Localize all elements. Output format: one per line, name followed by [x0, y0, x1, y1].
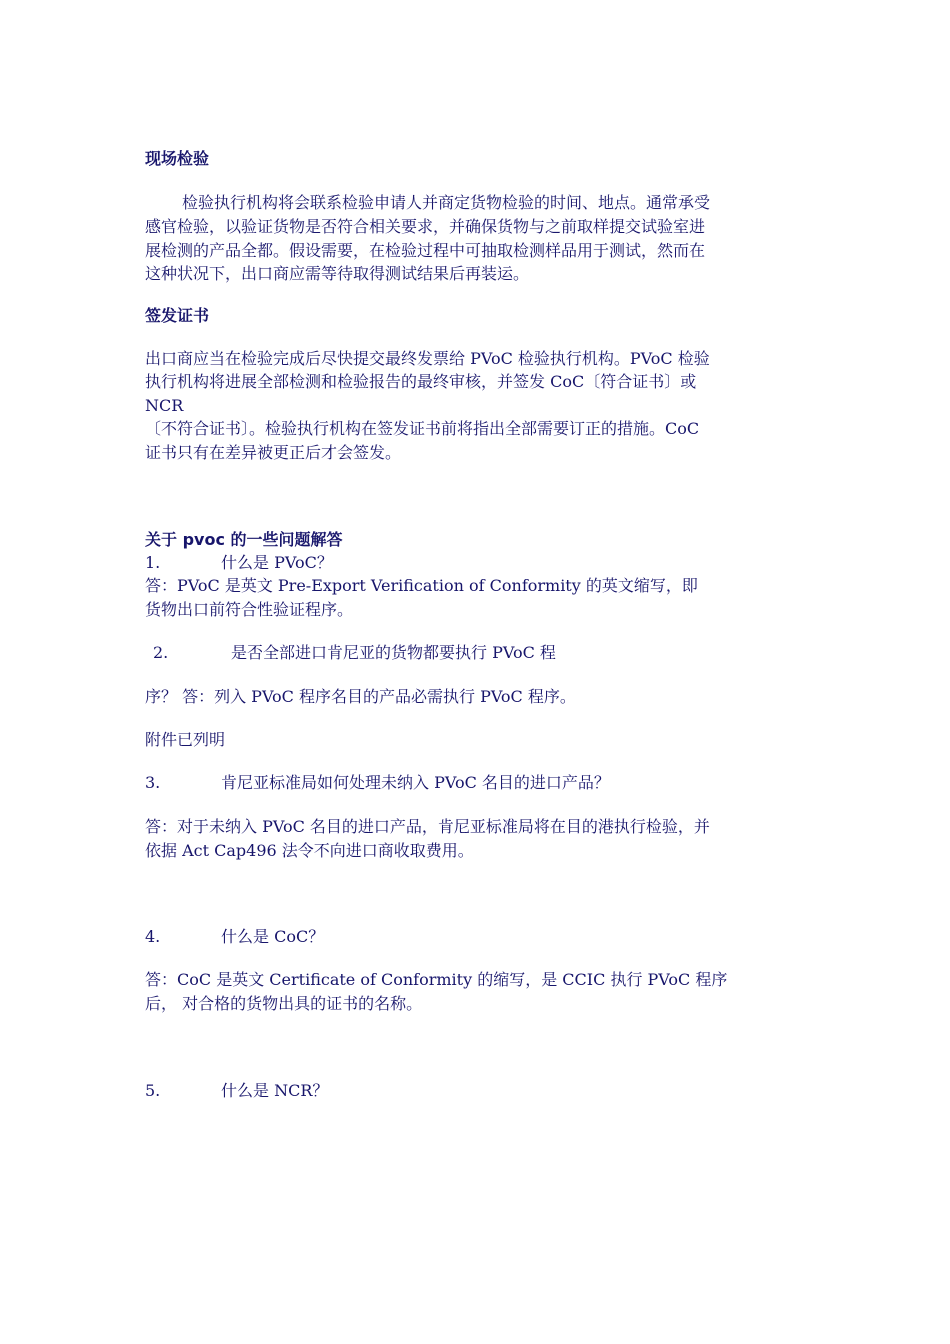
faq-heading: 关于 pvoc 的一些问题解答: [145, 530, 343, 549]
paragraph-line: 展检测的产品全都。假设需要，在检验过程中可抽取检测样品用于测试，然而在: [145, 241, 706, 260]
paragraph-line: 〔不符合证书〕。检验执行机构在签发证书前将指出全部需要订正的措施。CoC: [145, 419, 700, 438]
faq-question-number: 2.: [153, 643, 169, 662]
faq-question-number: 4.: [145, 927, 161, 946]
faq-answer-line: 货物出口前符合性验证程序。: [145, 600, 354, 619]
section-heading-certificate: 签发证书: [145, 306, 210, 325]
faq-answer-note: 附件已列明: [145, 730, 226, 749]
faq-question-number: 3.: [145, 773, 161, 792]
paragraph-line: NCR: [145, 396, 184, 415]
paragraph-line: 感官检验，以验证货物是否符合相关要求，并确保货物与之前取样提交试验室进: [145, 217, 706, 236]
faq-question: 什么是 CoC？: [221, 927, 325, 946]
faq-answer-line: 答：CoC 是英文 Certificate of Conformity 的缩写，是 CCIC 执行 PVoC 程序: [145, 970, 728, 989]
faq-answer-line: 答：对于未纳入 PVoC 名目的进口产品，肯尼亚标准局将在目的港执行检验，并: [145, 817, 710, 836]
faq-question: 肯尼亚标准局如何处理未纳入 PVoC 名目的进口产品？: [221, 773, 610, 792]
faq-question: 是否全部进口肯尼亚的货物都要执行 PVoC 程: [231, 643, 556, 662]
faq-answer-line: 后， 对合格的货物出具的证书的名称。: [145, 994, 423, 1013]
faq-answer-line: 答：PVoC 是英文 Pre-Export Verification of Conformity 的英文缩写，即: [145, 576, 698, 595]
paragraph-line: 这种状况下，出口商应需等待取得测试结果后再装运。: [145, 264, 530, 283]
faq-answer-line: 序？ 答：列入 PVoC 程序名目的产品必需执行 PVoC 程序。: [145, 687, 576, 706]
faq-question: 什么是 PVoC？: [221, 553, 333, 572]
faq-answer-line: 依据 Act Cap496 法令不向进口商收取费用。: [145, 841, 474, 860]
paragraph-line: 执行机构将进展全部检测和检验报告的最终审核，并签发 CoC〔符合证书〕或: [145, 372, 697, 391]
section-heading-inspection: 现场检验: [145, 149, 210, 168]
faq-question-number: 1.: [145, 553, 161, 572]
paragraph-line: 检验执行机构将会联系检验申请人并商定货物检验的时间、地点。通常承受: [182, 193, 711, 212]
paragraph-line: 证书只有在差异被更正后才会签发。: [145, 443, 402, 462]
faq-question-number: 5.: [145, 1081, 161, 1100]
paragraph-line: 出口商应当在检验完成后尽快提交最终发票给 PVoC 检验执行机构。PVoC 检验: [145, 349, 710, 368]
faq-question: 什么是 NCR？: [221, 1081, 329, 1100]
